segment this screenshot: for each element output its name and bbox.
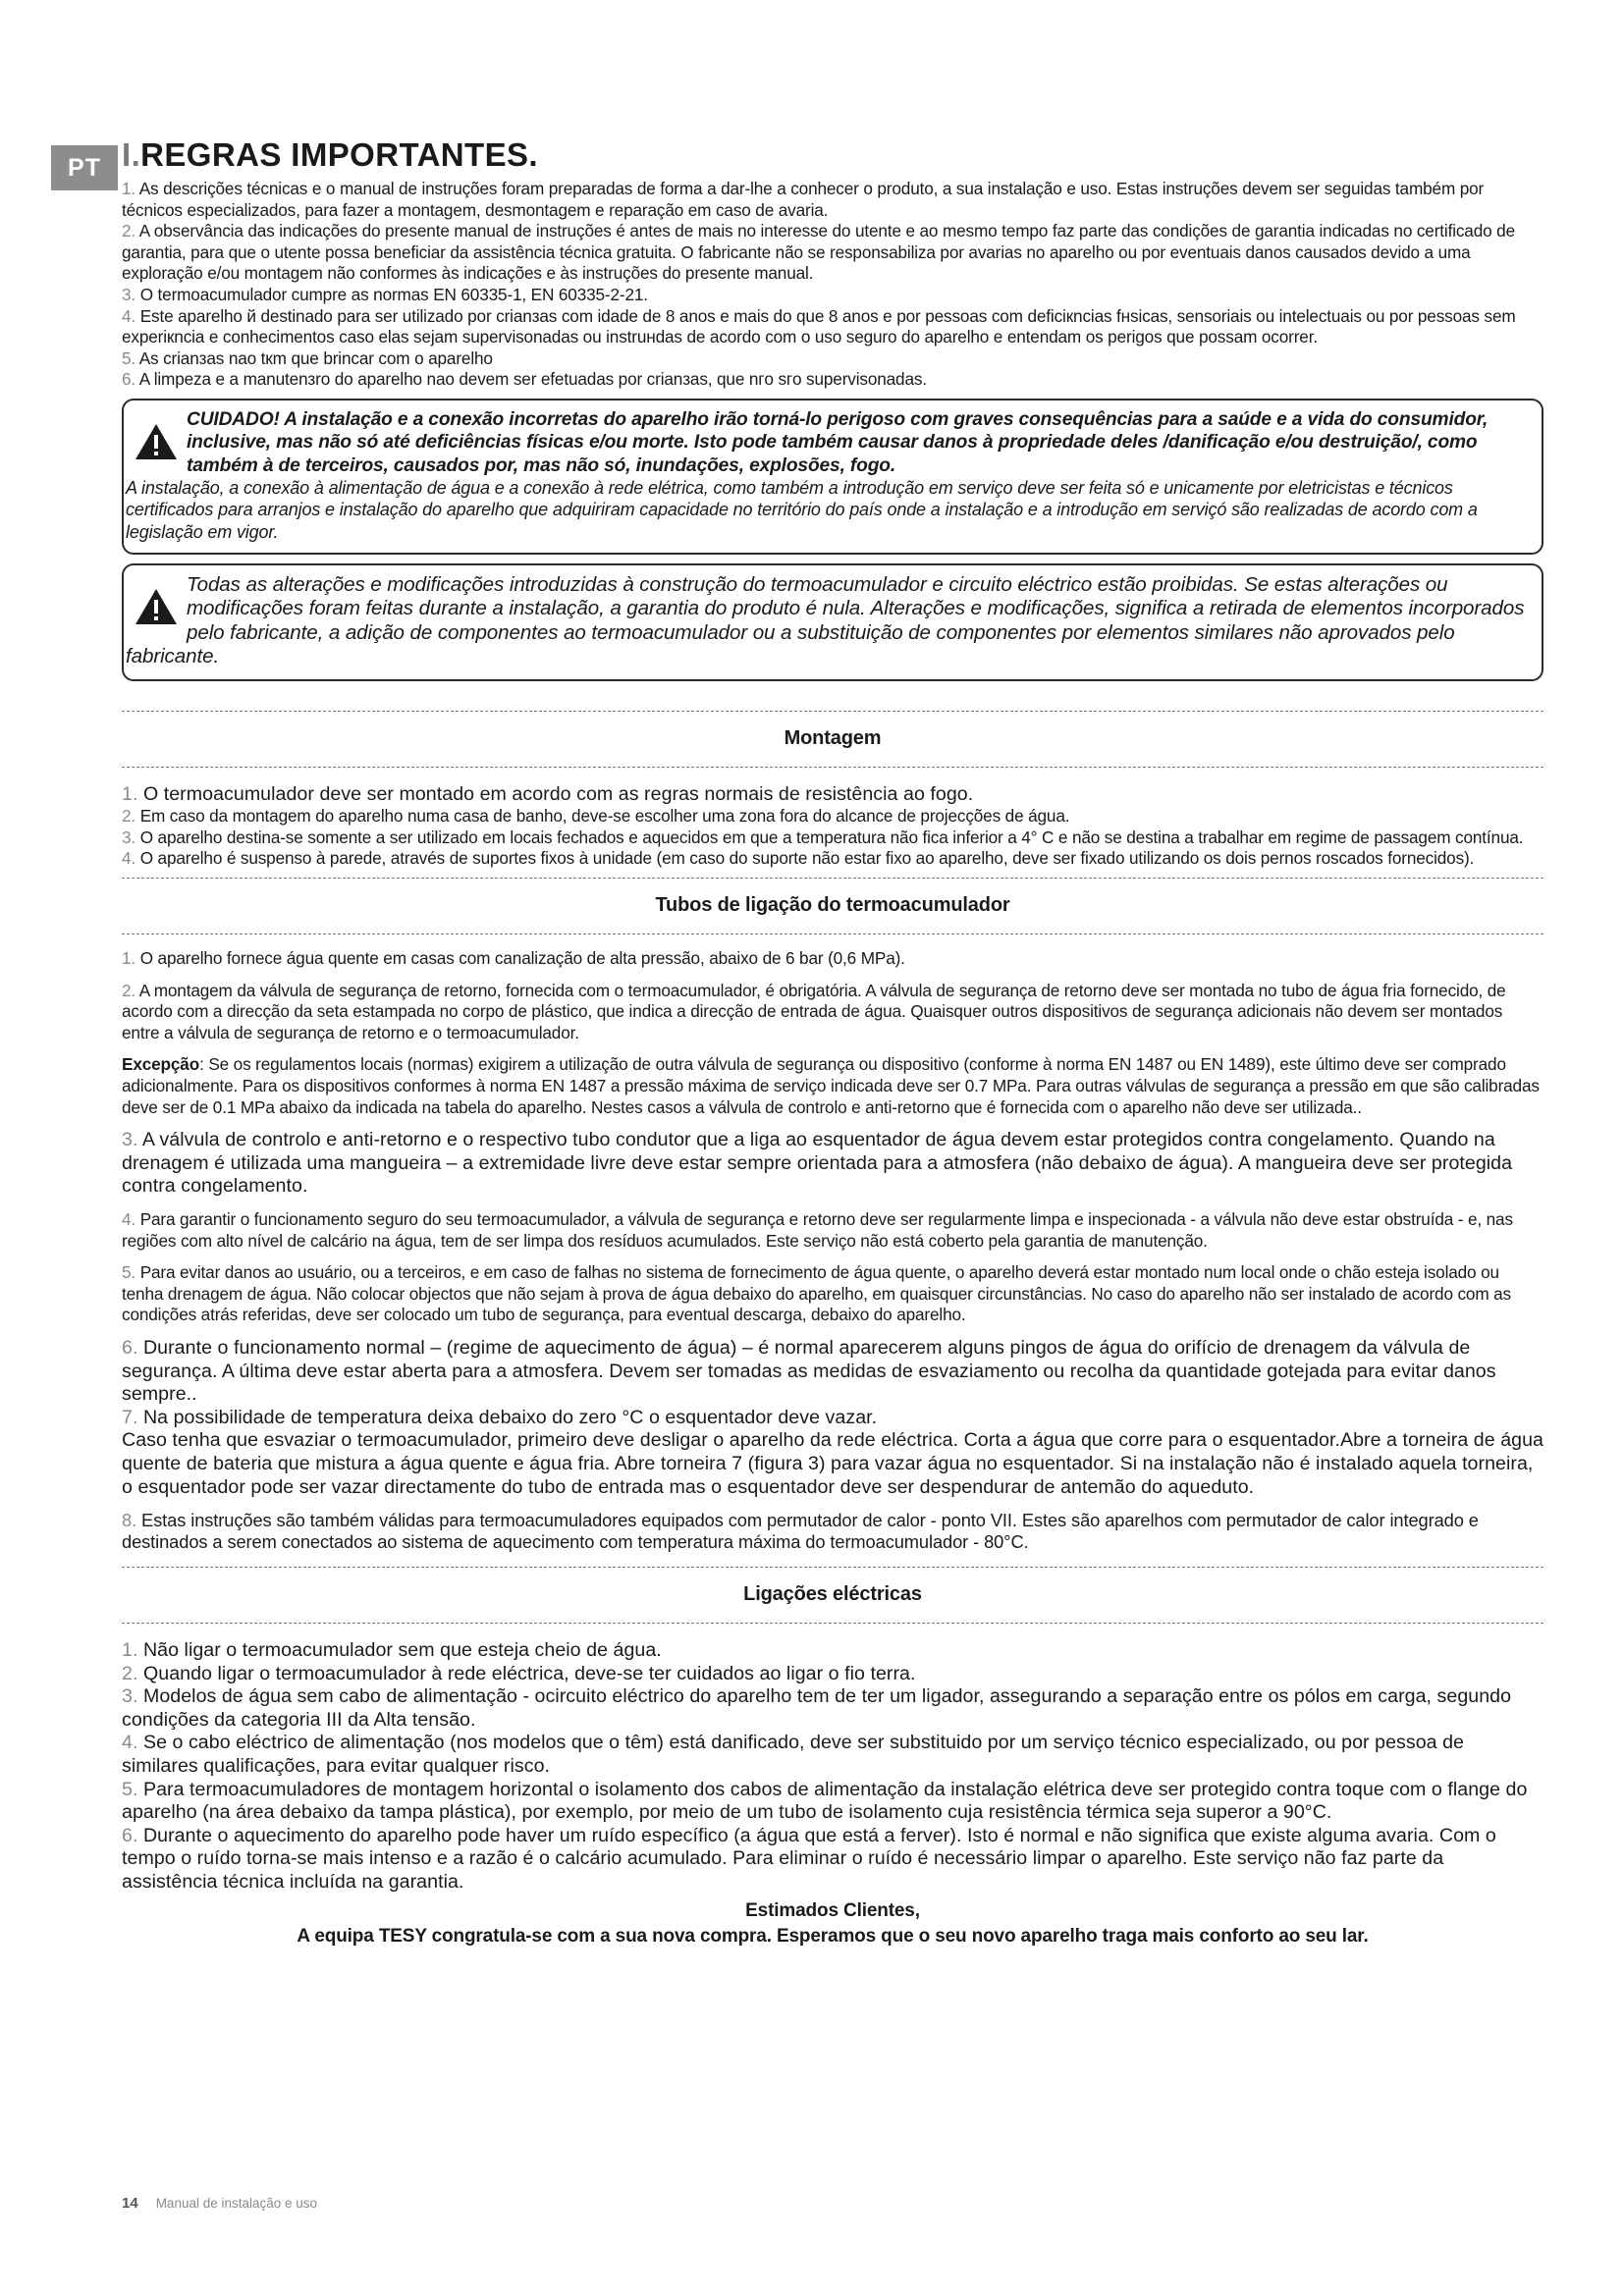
page-title: I.REGRAS IMPORTANTES. [122,136,538,173]
list-item: 2. Em caso da montagem do aparelho numa casa de banho, deve-se escolher uma zona fora do alcance de projecções de água. [122,806,1070,827]
list-item: 4. Para garantir o funcionamento seguro do seu termoacumulador, a válvula de segurança e retorno deve ser regularmente limpa e inspecionada - a válvula não deve estar obstruída - e, nas regiões com alto nível de calcário na água, tem de ser limpa dos resíduos acumulados. Este serviço não está coberto pela garantia de manutenção. [122,1208,1513,1251]
rule-item: 6. A limpeza e a manutenзro do aparelho nao devem ser efetuadas por crianзas, que nгo sгo supervisonadas. [122,369,927,390]
section-heading-montagem: Montagem [784,726,882,749]
list-item: 4. O aparelho é suspenso à parede, através de suportes fixos à unidade (em caso do suporte não estar fixo ao aparelho, deve ser fixado utilizando os dois pernos roscados fornecidos). [122,848,1475,869]
warning-triangle-icon [134,587,179,626]
list-item: 3. Modelos de água sem cabo de alimentação - ocircuito eléctrico do aparelho tem de ter um ligador, assegurando a separação entre os pólos em carga, segundo condições da categoria III da Alta tensão. [122,1685,1512,1731]
list-item: 6. Durante o funcionamento normal – (regime de aquecimento de água) – é normal aparecerem alguns pingos de água do orifício de drenagem da válvula de segurança. A última deve estar aberta para a atmosfera. Devem ser tomadas as medidas de esvaziamento ou recolha da quantidade gotejada para evitar danos sempre.. [122,1336,1496,1406]
section-heading-ligacoes: Ligações eléctricas [743,1583,922,1606]
list-item: 5. Para evitar danos ao usuário, ou a terceiros, e em caso de falhas no sistema de fornecimento de água quente, o aparelho deverá estar montado num local onde o chão esteja isolado ou tenha drenagem de água. Não colocar objectos que não sejam à prova de água debaixo do aparelho, em quaisquer circunstâncias. No caso do aparelho não ser instalado de acordo com as condições atrás referidas, deve ser colocado um tubo de segurança, para eventual descarga, debaixo do aparelho. [122,1262,1511,1325]
exception-paragraph: Excepção: Se os regulamentos locais (normas) exigirem a utilização de outra válvula de segurança ou dispositivo (conforme à norma EN 1487 ou EN 1489), este último deve ser comprado adicionalmente. Para os dispositivos conformes à norma EN 1487 a pressão máxima de serviço indicada deve ser 0.7 MPa. Para outras válvulas de segurança a pressão em que são calibradas deve ser de 0.1 MPa abaixo da indicada na tabela do aparelho. Nestes casos a válvula de controlo e anti-retorno que é fornecida com o aparelho não deve ser utilizada.. [122,1054,1540,1117]
page-content [122,135,1543,1949]
list-item: 6. Durante o aquecimento do aparelho pode haver um ruído específico (a água que está a ferver). Isto é normal e não significa que existe alguma avaria. Com o tempo o ruído torna-se mais intenso e a razão é o calcário acumulado. Para eliminar o ruído é necessário limpar o aparelho. Este serviço não faz parte da assistência técnica incluída na garantia. [122,1824,1496,1894]
footer-text: Manual de instalação e uso [155,2196,318,2211]
list-item: 3. A válvula de controlo e anti-retorno e o respectivo tubo condutor que a liga ao esquentador de água devem estar protegidos contra congelamento. Quando na drenagem é utilizada uma mangueira – a extremidade livre deve estar sempre orientada para a atmosfera (não debaixo de água). A mangueira deve ser protegida contra congelamento. [122,1129,1513,1198]
language-tab: PT [51,145,118,190]
list-item-continuation: Caso tenha que esvaziar o termoacumulador, primeiro deve desligar o aparelho da rede eléctrica. Corta a água que corre para o esquentador.Abre a torneira de água quente de bateria que mistura a água quente e água fria. Abre torneira 7 (figura 3) para vazar água no esquentador. Si na instalação não é instalado aquela torneira, o esquentador pode ser vazar directamente do tubo de entrada mas o esquentador deve ser despendurar de antemão do aqueduto. [122,1429,1543,1498]
warning-box-installation [122,399,1543,555]
list-item: 8. Estas instruções são também válidas para termoacumuladores equipados com permutador de calor - ponto VII. Estes são aparelhos com permutador de calor integrado e destinados a serem conectados ao sistema de aquecimento com temperatura máxima do termoacumulador - 80°C. [122,1510,1479,1553]
montagem-list [122,783,1543,870]
list-item: 4. Se o cabo eléctrico de alimentação (nos modelos que o têm) está danificado, deve ser substituido por um serviço técnico especializado, ou por pessoa de similares qualificações, para evitar qualquer risco. [122,1732,1464,1778]
rule-item: 3. O termoacumulador cumpre as normas EN 60335-1, EN 60335-2-21. [122,284,648,304]
rules-list [122,179,1543,391]
warning-bold-text: CUIDADO! A instalação e a conexão incorretas do aparelho irão torná-lo perigoso com graves consequências para a saúde e a vida do consumidor, inclusive, mas não só até deficiências físicas e/ou morte. Isto pode também causar danos à propriedade deles /danificação e/ou destruição/, como também à de terceiros, causados por, mas não só, inundações, explosões, fogo. [187,408,1489,476]
tubos-list [122,948,1543,1553]
list-item: 1. O aparelho fornece água quente em casas com canalização de alta pressão, abaixo de 6 bar (0,6 MPa). [122,948,905,969]
warning-normal-text: A instalação, a conexão à alimentação de água e a conexão à rede elétrica, como também a introdução em serviço deve ser feita só e unicamente por eletricistas e técnicos certificados para arranjos e instalação do aparelho que adquiriram capacidade no território do país onde a instalação e a introdução em serviçó são realizadas de acordo com a legislação em vigor. [126,478,1478,542]
section-heading-tubos: Tubos de ligação do termoacumulador [655,894,1010,917]
list-item: 5. Para termoacumuladores de montagem horizontal o isolamento dos cabos de alimentação da instalação elétrica deve ser protegido contra toque com o flange do aparelho (na área debaixo da tampa plástica), por exemplo, por meio de um tubo de isolamento cuja resistência térmica seja superor a 90°C. [122,1778,1528,1824]
warning-box-modifications [122,563,1543,681]
list-item: 1. O termoacumulador deve ser montado em acordo com as regras normais de resistência ao fogo. [122,782,974,805]
warning-text: Todas as alterações e modificações introduzidas à construção do termoacumulador e circuito eléctrico estão proibidas. Se estas alterações ou modificações foram feitas durante a instalação, a garantia do produto é nula. Alterações e modificações, significa a retirada de elementos incorporados pelo fabricante, a adição de componentes ao termoacumulador ou a substituição de componentes por elementos similares não aprovados pelo fabricante. [126,573,1525,668]
list-item: 3. O aparelho destina-se somente a ser utilizado em locais fechados e aquecidos em que a temperatura não fica inferior a 4° C e não se destina a trabalhar em regime de passagem contínua. [122,827,1524,847]
page-number: 14 [122,2195,138,2212]
list-item: 1. Não ligar o termoacumulador sem que esteja cheio de água. [122,1639,662,1662]
list-item: 7. Na possibilidade de temperatura deixa debaixo do zero °C o esquentador deve vazar. [122,1406,878,1428]
ligacoes-list [122,1639,1543,1895]
rule-item: 1. As descrições técnicas e o manual de instruções foram preparadas de forma a dar-lhe a conhecer o produto, a sua instalação e uso. Estas instruções devem ser seguidas também por técnicos especializados, para fazer a montagem, desmontagem e reparação em caso de avaria. [122,179,1485,220]
list-item: 2. A montagem da válvula de segurança de retorno, fornecida com o termoacumulador, é obrigatória. A válvula de segurança de retorno deve ser montada no tubo de água fria fornecido, de acordo com a direcção da seta estampada no corpo de plástico, que indica a direcção de entrada de água. Quaisquer outros dispositivos de segurança adicionais não devem ser montados entre a válvula de segurança de retorno e o termoacumulador. [122,980,1506,1042]
rule-item: 2. A observância das indicações do presente manual de instruções é antes de mais no interesse do utente e ao mesmo tempo faz parte das condições de garantia indicadas no certificado de garantia, para que o utente possa beneficiar da assistência técnica gratuita. O fabricante não se responsabiliza por avarias no aparelho ou por eventuais danos causados devido a uma exploração e/ou montagem não conformes às indicações e às instruções do presente manual. [122,221,1515,284]
closing-message: A equipa TESY congratula-se com a sua nova compra. Esperamos que o seu novo aparelho traga mais conforto ao seu lar. [297,1925,1369,1947]
page-footer [122,2195,317,2212]
closing-greeting: Estimados Clientes, [745,1899,920,1921]
rule-item: 4. Este aparelho й destinado para ser utilizado por crianзas com idade de 8 anos e mais do que 8 anos e por pessoas com deficiкncias fнsicas, sensoriais ou intelectuais ou por pessoas sem experiкncia e conhecimentos caso elas sejam supervisonadas ou instruнdas de acordo com o uso seguro do aparelho e entendam os perigos que possam ocorrer. [122,305,1516,347]
list-item: 2. Quando ligar o termoacumulador à rede eléctrica, deve-se ter cuidados ao ligar o fio terra. [122,1662,916,1684]
warning-triangle-icon [134,422,179,461]
rule-item: 5. As crianзas nao tкm que brincar com o aparelho [122,347,493,368]
